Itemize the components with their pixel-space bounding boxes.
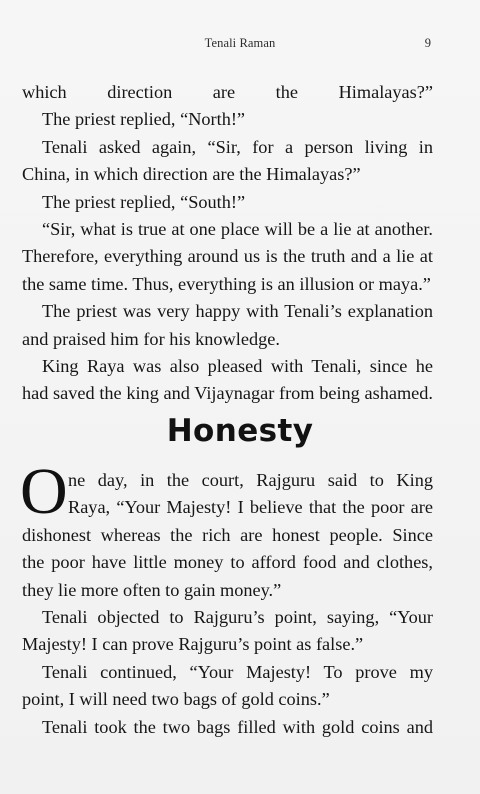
text-line: King Raya was also pleased with Tenali, since he	[42, 355, 433, 376]
text-line: which direction are the Himalayas?”	[22, 82, 433, 102]
page-number: 9	[424, 36, 431, 50]
honesty-story-text	[20, 455, 433, 741]
text-line: dishonest whereas the rich are honest people. Since	[22, 524, 433, 545]
running-header	[0, 36, 480, 52]
text-line: and praised him for his knowledge.	[22, 328, 280, 349]
text-line: the same time. Thus, everything is an illusion or maya.”	[22, 273, 431, 294]
opening-paragraph	[20, 455, 433, 528]
text-line: the poor have little money to afford food and clothes,	[22, 552, 433, 573]
drop-cap: O	[20, 455, 68, 528]
section-heading: Honesty	[166, 413, 314, 449]
text-line: The priest replied, “South!”	[42, 191, 246, 212]
text-line: Tenali objected to Rajguru’s point, saying, “Your	[42, 606, 433, 627]
text-line: The priest replied, “North!”	[42, 109, 246, 130]
text-line: Tenali took the two bags filled with gold coins and	[42, 716, 433, 737]
text-line: they lie more often to gain money.”	[22, 579, 282, 600]
text-line: ne day, in the court, Rajguru said to King	[68, 470, 433, 490]
text-line: point, I will need two bags of gold coins.”	[22, 689, 330, 710]
text-line: Tenali asked again, “Sir, for a person living in	[42, 136, 433, 157]
text-line: China, in which direction are the Himalayas?”	[22, 164, 361, 185]
previous-story-text	[22, 79, 433, 408]
text-line: Therefore, everything around us is the truth and a lie at	[22, 246, 433, 267]
book-title: Tenali Raman	[204, 36, 276, 50]
text-line: Raya, “Your Majesty! I believe that the poor are	[68, 497, 433, 518]
text-line: Tenali continued, “Your Majesty! To prove my	[42, 661, 433, 682]
text-line: “Sir, what is true at one place will be a lie at another.	[42, 218, 433, 239]
text-line: had saved the king and Vijaynagar from being ashamed.	[22, 383, 433, 404]
text-line: The priest was very happy with Tenali’s explanation	[42, 301, 433, 322]
text-line: Majesty! I can prove Rajguru’s point as false.”	[22, 634, 364, 655]
